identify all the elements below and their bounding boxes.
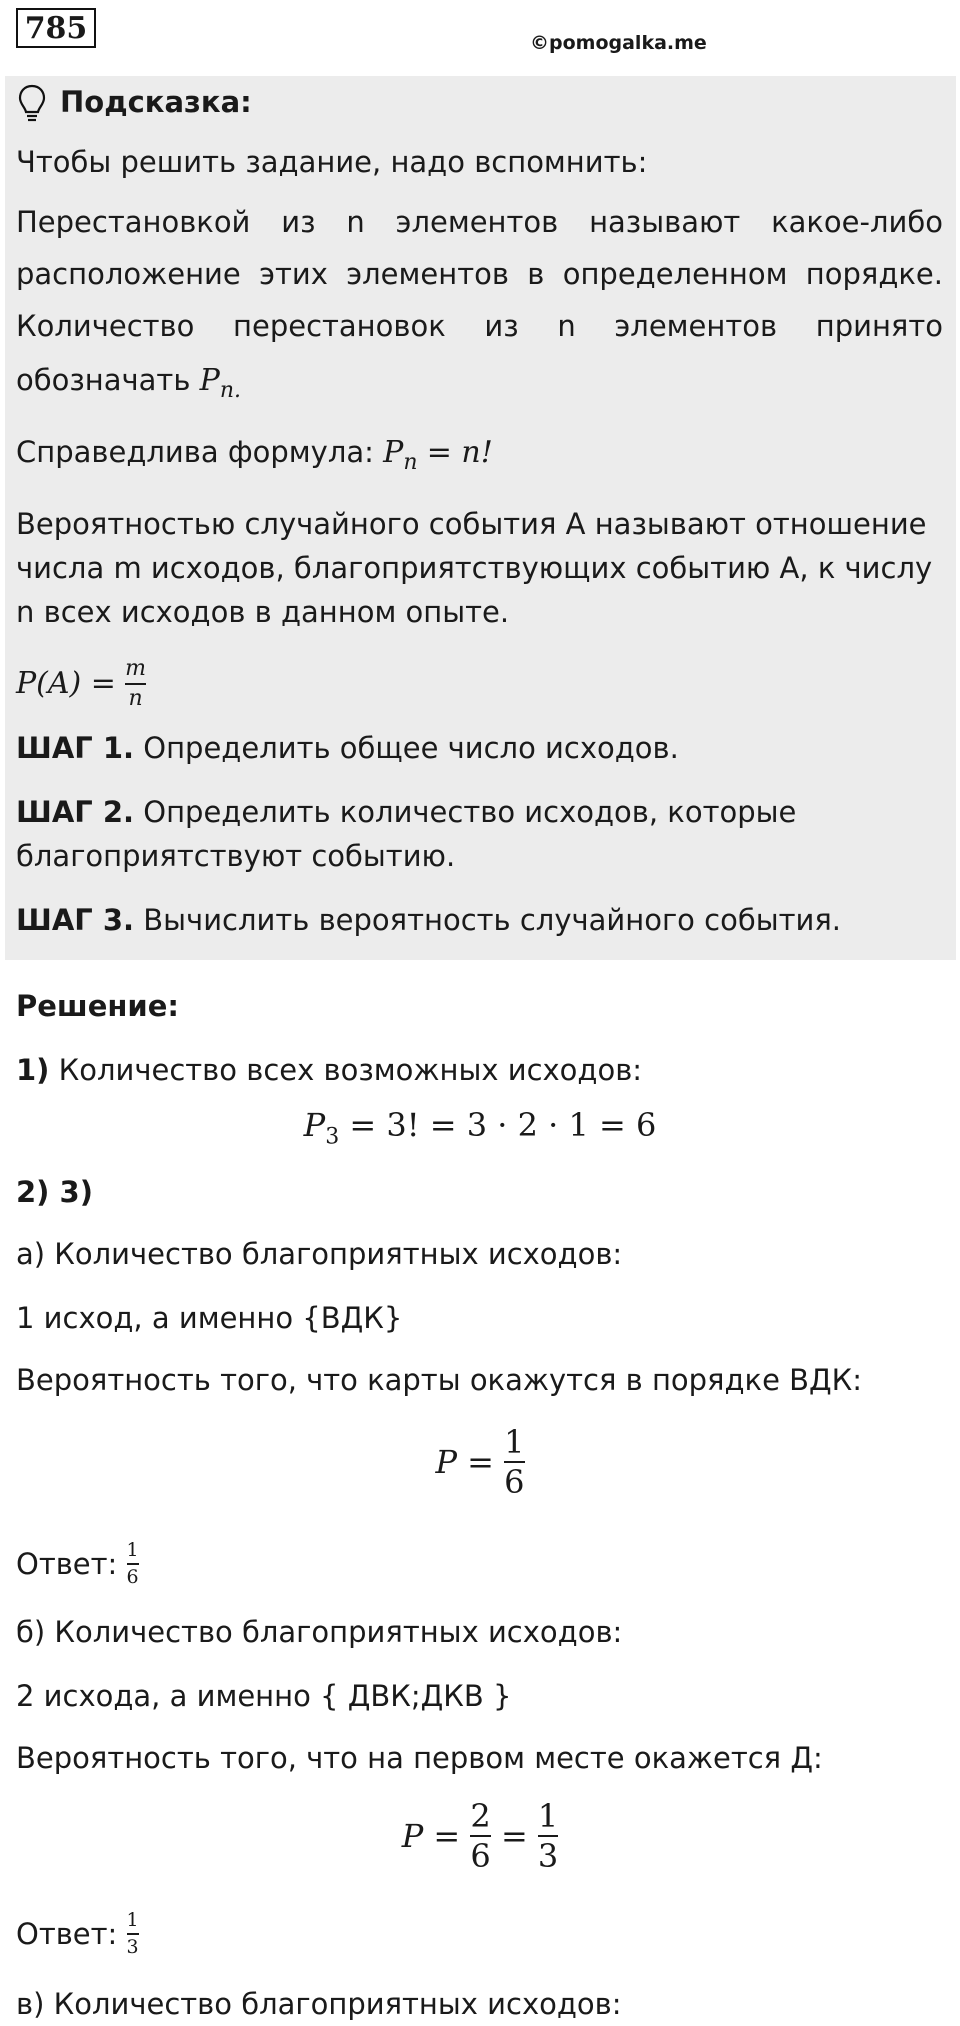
total-outcomes-formula: $P_3 = 3$! = 3 · 2 · 1 = 6	[303, 1106, 657, 1150]
part-a-formula: P = $\frac{1}{6}$	[435, 1423, 525, 1501]
hint-title: Подсказка:	[60, 85, 252, 119]
permutation-line: Количество перестановок из n элементов принято	[16, 309, 943, 343]
fraction: $\frac{m}{n}$	[125, 656, 147, 711]
part-a-prob-text: Вероятность того, что карты окажутся в порядке ВДК:	[16, 1363, 863, 1397]
step-2: ШАГ 2. Определить количество исходов, которые	[16, 795, 797, 829]
step-2-cont: благоприятствуют событию.	[16, 839, 456, 873]
part-b-prob-text: Вероятность того, что на первом месте окажется Д:	[16, 1741, 823, 1775]
fraction: $\frac{1}{6}$	[126, 1539, 139, 1588]
fraction: $\frac{1}{3}$	[126, 1909, 139, 1958]
lightbulb-icon	[18, 84, 46, 124]
part-a-text: а) Количество благоприятных исходов:	[16, 1237, 623, 1271]
fraction: $\frac{1}{3}$	[537, 1797, 559, 1875]
math-P: P	[199, 363, 220, 398]
fraction: $\frac{2}{6}$	[470, 1797, 491, 1875]
fraction: $\frac{1}{6}$	[504, 1423, 525, 1501]
task-number: 785	[16, 8, 96, 48]
part-b-answer: Ответ: $\frac{1}{3}$	[16, 1909, 139, 1958]
solution-step-1: 1) Количество всех возможных исходов:	[16, 1053, 643, 1087]
part-b-formula: P = $\frac{2}{6}$ = $\frac{1}{3}$	[401, 1797, 559, 1875]
math-subscript: n	[403, 449, 418, 475]
math-rhs: = n!	[426, 435, 493, 470]
site-watermark: ©pomogalka.me	[530, 32, 707, 54]
part-b-text: б) Количество благоприятных исходов:	[16, 1615, 623, 1649]
step-1: ШАГ 1. Определить общее число исходов.	[16, 731, 679, 765]
permutation-notation: обозначать $P_{n.}$	[16, 363, 241, 403]
formula-line: Справедлива формула: $P_n = n$!	[16, 435, 493, 475]
solution-step-2-3: 2) 3)	[16, 1175, 93, 1209]
permutation-line: Перестановкой из n элементов называют какое-либо	[16, 205, 943, 239]
permutation-line: расположение этих элементов в определенном порядке.	[16, 257, 943, 291]
part-a-answer: Ответ: $\frac{1}{6}$	[16, 1539, 139, 1588]
part-c-text: в) Количество благоприятных исходов:	[16, 1987, 622, 2021]
step-3: ШАГ 3. Вычислить вероятность случайного события.	[16, 903, 842, 937]
hint-intro: Чтобы решить задание, надо вспомнить:	[16, 145, 648, 179]
part-b-outcomes: 2 исхода, а именно { ДВК;ДКВ }	[16, 1679, 512, 1713]
math-P: P	[383, 435, 404, 470]
probability-def-line: Вероятностью случайного события A называют отношение	[16, 507, 927, 541]
permutation-definition	[16, 196, 943, 352]
probability-def-line: числа m исходов, благоприятствующих событию A, к числу	[16, 551, 933, 585]
probability-formula: P(A) = $\frac{m}{n}$	[16, 656, 147, 711]
probability-def-line: n всех исходов в данном опыте.	[16, 595, 510, 629]
solution-title: Решение:	[16, 989, 180, 1023]
math-subscript: n.	[219, 377, 241, 403]
part-a-outcomes: 1 исход, а именно {ВДК}	[16, 1301, 403, 1335]
